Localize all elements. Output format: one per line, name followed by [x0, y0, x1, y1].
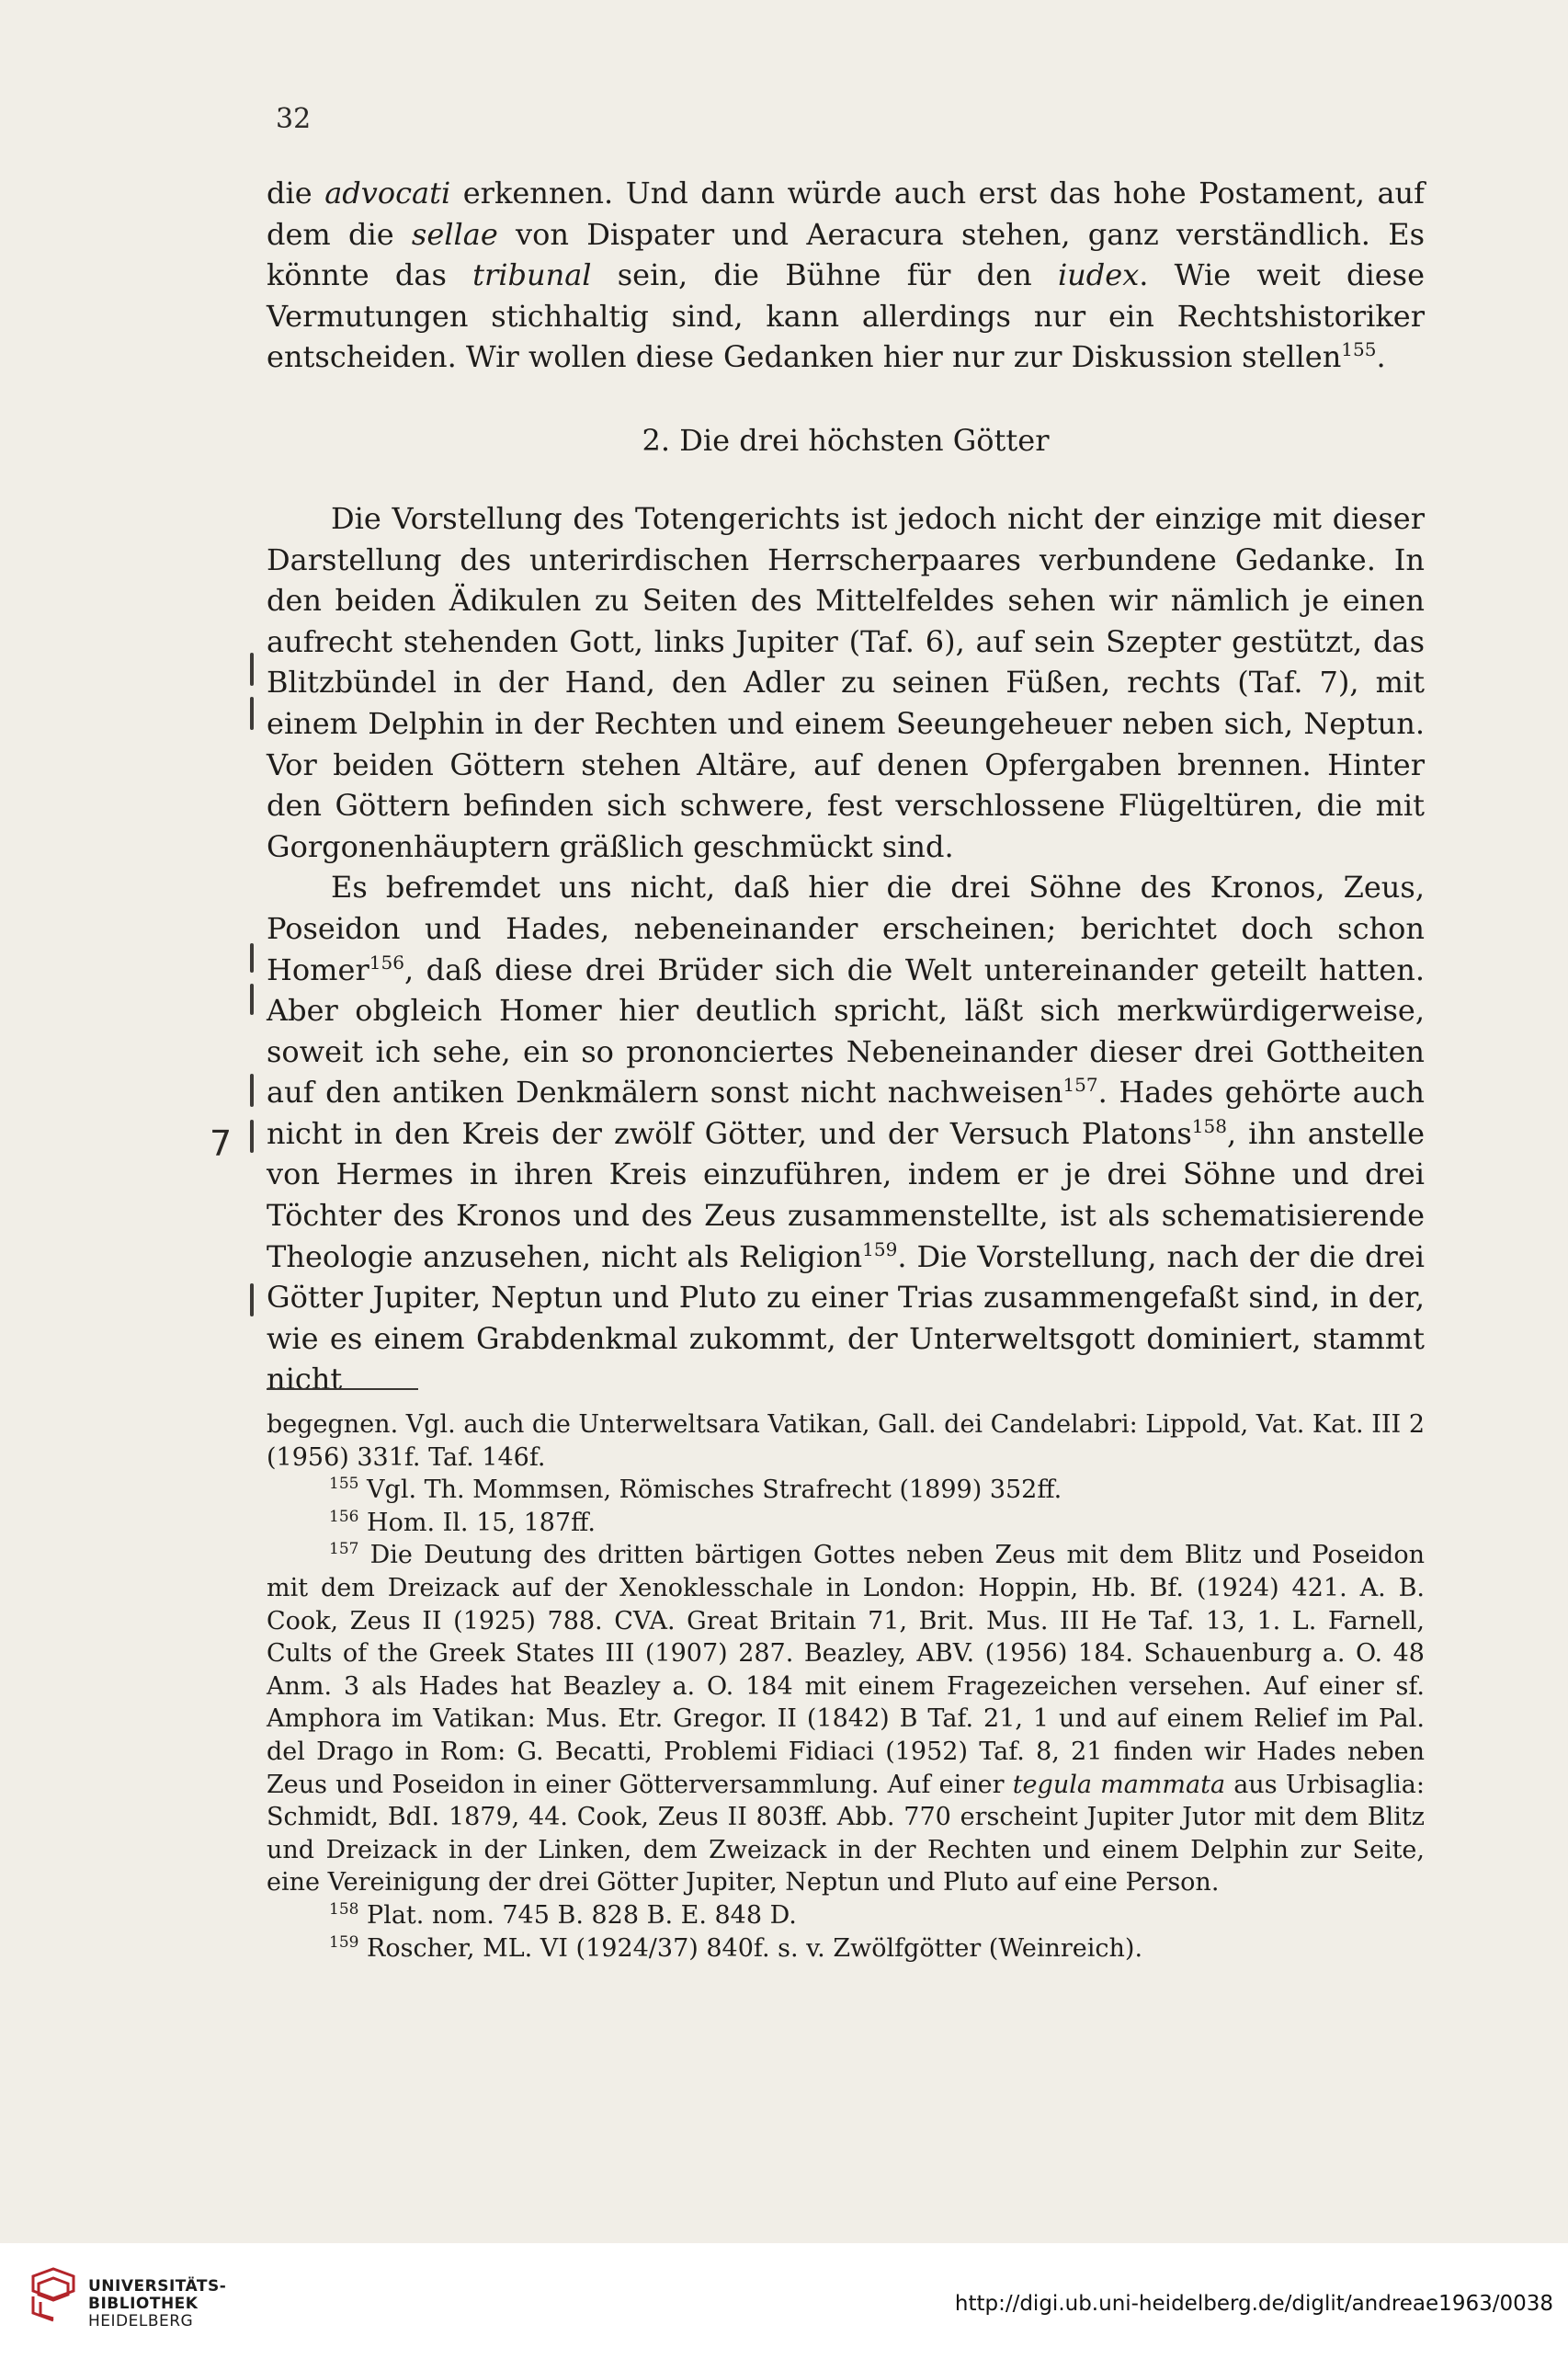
- italic-term: tribunal: [472, 257, 592, 293]
- margin-mark: [250, 984, 254, 1015]
- margin-mark: [250, 943, 254, 973]
- text-run: erkennen. Und dann würde auch erst das hohe Postament, auf dem die: [267, 176, 1426, 252]
- library-name-line1: UNIVERSITÄTS-: [88, 2277, 227, 2296]
- paragraph-2: [267, 498, 1425, 867]
- section-heading: 2. Die drei höchsten Götter: [642, 422, 1050, 458]
- library-logo-icon: [28, 2267, 79, 2326]
- footnote-ref: 155: [329, 1475, 359, 1494]
- footnote: [267, 1899, 1425, 1932]
- footnote-ref: 159: [329, 1932, 359, 1952]
- italic-term: advocati: [324, 176, 451, 211]
- footnote: [267, 1539, 1425, 1899]
- margin-mark: [250, 653, 254, 686]
- margin-mark: [250, 1120, 254, 1153]
- text-run: sein, die Bühne für den: [591, 257, 1058, 293]
- text-run: begegnen. Vgl. auch die Unterweltsara Vatikan, Gall. dei Candelabri: Lippold, Vat. Kat. III 2 (1956) 331f. Taf. 146f.: [267, 1410, 1425, 1472]
- footnote-ref: 157: [329, 1540, 359, 1559]
- library-name: [88, 2278, 226, 2330]
- text-run: Roscher, ML. VI (1924/37) 840f. s. v. Zwölfgötter (Weinreich).: [358, 1933, 1143, 1963]
- footnote-ref: 156: [369, 951, 404, 974]
- library-name-line2: BIBLIOTHEK: [88, 2295, 199, 2313]
- footnote-ref: 155: [1341, 338, 1377, 361]
- italic-term: tegula mammata: [1012, 1770, 1226, 1799]
- footnote: [267, 1474, 1425, 1507]
- margin-mark: [250, 697, 254, 730]
- text-run: .: [1376, 339, 1386, 375]
- footnote-ref: 159: [862, 1237, 898, 1260]
- footnote-ref: 158: [329, 1899, 359, 1919]
- text-run: Hom. Il. 15, 187ff.: [358, 1508, 596, 1537]
- footnote-ref: 158: [1191, 1114, 1227, 1137]
- footnote-ref: 156: [329, 1507, 359, 1526]
- margin-handwritten-note: 7: [210, 1123, 233, 1164]
- footnote: [267, 1408, 1425, 1474]
- text-run: Die Vorstellung des Totengerichts ist jedoch nicht der einzige mit dieser Darstellung des unterirdischen Herrscherpaares verbundene Gedanke. In den beiden Ädikulen zu Seiten des Mittelfeldes sehen wir nämlich je einen aufrecht stehenden Gott, links Jupiter (Taf. 6), auf sein Szepter gestützt, das Blitzbündel in der Hand, den Adler zu seinen Füßen, rechts (Taf. 7), mit einem Delphin in der Rechten und einem Seeungeheuer neben sich, Neptun. Vor beiden Göttern stehen Altäre, auf denen Opfergaben brennen. Hinter den Göttern befinden sich schwere, fest verschlossene Flügeltüren, die mit Gorgonenhäuptern gräßlich geschmückt sind.: [267, 500, 1425, 864]
- text-run: Vgl. Th. Mommsen, Römisches Strafrecht (1899) 352ff.: [358, 1476, 1062, 1505]
- footnote: [267, 1932, 1425, 1966]
- italic-term: iudex: [1057, 257, 1140, 293]
- main-text: [267, 173, 1425, 1400]
- text-run: Plat. nom. 745 B. 828 B. E. 848 D.: [358, 1900, 797, 1930]
- text-run: Die Deutung des dritten bärtigen Gottes neben Zeus mit dem Blitz und Poseidon mit dem Dreizack auf der Xenoklesschale in London: Hoppin, Hb. Bf. (1924) 421. A. B. Cook, Zeus II (1925) 788. CVA. Great Britain 71, Brit. Mus. III He Taf. 13, 1. L. Farnell, Cults of the Greek States III (1907) 287. Beazley, ABV. (1956) 184. Schauenburg a. O. 48 Anm. 3 als Hades hat Beazley a. O. 184 mit einem Fragezeichen versehen. Auf einer sf. Amphora im Vatikan: Mus. Etr. Gregor. II (1842) B Taf. 21, 1 und auf einem Relief im Pal. del Drago in Rom: G. Becatti, Problemi Fidiaci (1952) Taf. 8, 21 finden wir Hades neben Zeus und Poseidon in einer Götterversammlung. Auf einer: [267, 1541, 1425, 1799]
- text-run: . Wie weit diese Vermutungen stichhaltig sind, kann allerdings nur ein Rechtshistoriker entscheiden. Wir wollen diese Gedanken hier nur zur Diskussion stellen: [267, 257, 1426, 375]
- italic-term: sellae: [411, 216, 498, 252]
- library-name-line3: HEIDELBERG: [88, 2312, 194, 2330]
- text-run: , ihn anstelle von Hermes in ihren Kreis einzuführen, indem er je drei Söhne und drei Töchter des Kronos und des Zeus zusammenstellte, ist als schematisierende Theologie anzusehen, nicht als Religion: [267, 1115, 1426, 1274]
- source-url-link[interactable]: http://digi.ub.uni-heidelberg.de/diglit/andreae1963/0038: [954, 2292, 1553, 2316]
- margin-mark: [250, 1283, 254, 1316]
- page-number: 32: [276, 103, 312, 135]
- text-run: von Dispater und Aeracura stehen, ganz verständlich. Es könnte das: [267, 216, 1426, 293]
- footnote-ref: 157: [1062, 1074, 1098, 1097]
- text-run: . Die Vorstellung, nach der die drei Götter Jupiter, Neptun und Pluto zu einer Trias zusammengefaßt sind, in der, wie es einem Grabdenkmal zukommt, der Unterweltsgott dominiert, stammt nicht: [267, 1238, 1426, 1397]
- text-run: . Hades gehörte auch nicht in den Kreis der zwölf Götter, und der Versuch Platons: [267, 1075, 1426, 1151]
- text-run: , daß diese drei Brüder sich die Welt untereinander geteilt hatten. Aber obgleich Homer hier deutlich spricht, läßt sich merkwürdigerweise, soweit ich sehe, ein so prononciertes Nebeneinander dieser drei Gottheiten auf den antiken Denkmälern sonst nicht nachweisen: [267, 951, 1425, 1111]
- text-run: Es befremdet uns nicht, daß hier die drei Söhne des Kronos, Zeus, Poseidon und Hades, nebeneinander erscheinen; berichtet doch schon Homer: [267, 870, 1425, 987]
- paragraph-1: [267, 173, 1425, 378]
- paragraph-3: [267, 867, 1425, 1400]
- margin-mark: [250, 1074, 254, 1107]
- footnote-separator: [267, 1388, 418, 1390]
- footnotes: [267, 1408, 1425, 1965]
- text-run: aus Urbisaglia: Schmidt, BdI. 1879, 44. Cook, Zeus II 803ff. Abb. 770 erscheint Jupiter Jutor mit dem Blitz und Dreizack in der Linken, dem Zweizack in der Rechten und einem Delphin zur Seite, eine Vereinigung der drei Götter Jupiter, Neptun und Pluto auf eine Person.: [267, 1770, 1425, 1897]
- footnote: [267, 1507, 1425, 1540]
- text-run: die: [267, 176, 325, 211]
